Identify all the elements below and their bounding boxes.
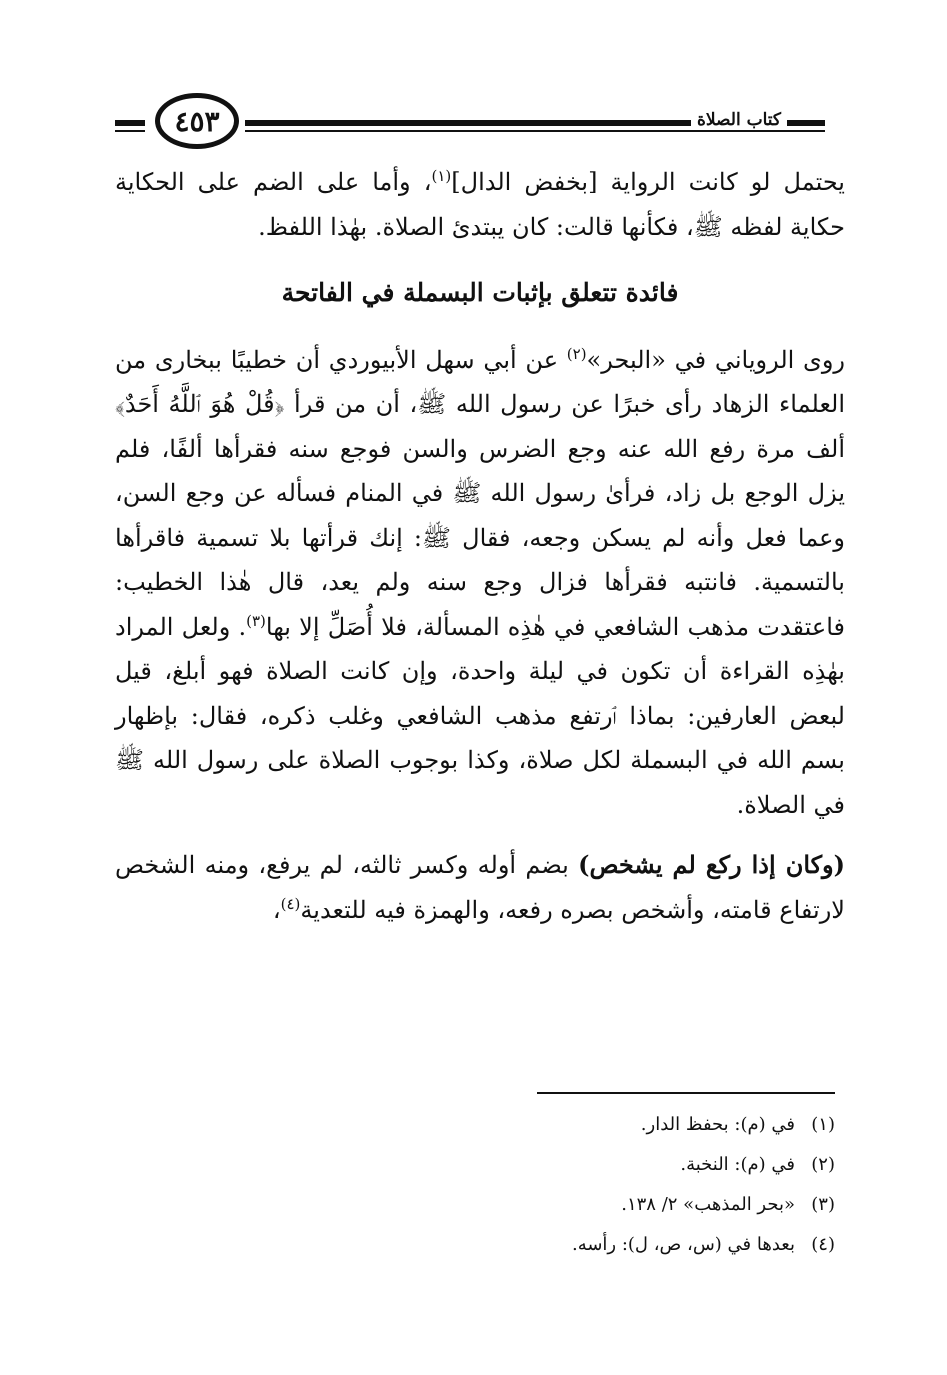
p1-text-a: روى الروياني في «البحر» xyxy=(586,345,846,374)
p1-text-c: . ولعل المراد بهٰذِه القراءة أن تكون في ليلة واحدة، وإن كانت الصلاة فهو أبلغ، قيل لبعض العارفين: بماذا ٱرتفع مذهب الشافعي وغلب ذكره، فقال: بإظهار بسم الله في البسملة لكل صلاة، وكذا بوجوب الصلاة على رسول الله ﷺ في الصلاة. xyxy=(115,612,845,819)
footnote-number: (٣) xyxy=(811,1194,835,1215)
p2-text-a: بضم أوله وكسر ثالثه، لم يرفع، ومنه الشخص لارتفاع قامته، وأشخص بصره رفعه، والهمزة فيه للتعدية xyxy=(115,851,845,924)
footnote-text: في (م): بحفظ الدار. xyxy=(640,1114,795,1135)
page-header xyxy=(115,90,825,160)
header-rule-left xyxy=(115,120,145,126)
footnote-number: (١) xyxy=(811,1114,835,1135)
header-rule-left-thin xyxy=(115,130,145,132)
footnote-text: «بحر المذهب» ٢/ ١٣٨. xyxy=(621,1194,795,1215)
page-number: ٤٥٣ xyxy=(155,93,239,149)
footnote-item xyxy=(135,1105,835,1145)
footnote-ref-4: (٤) xyxy=(280,894,301,913)
intro-text-a: يحتمل لو كانت الرواية [بخفض الدال] xyxy=(451,168,845,196)
header-rule-right-thin xyxy=(245,130,825,132)
p1-text-b: عن أبي سهل الأبيوردي أن خطيبًا ببخارى من العلماء الزهاد رأى خبرًا عن رسول الله ﷺ، أن من قرأ ﴿قُلْ هُوَ ٱللَّهُ أَحَدٌ﴾ ألف مرة رفع الله عنه وجع الضرس والسن فوجع سنه فقرأها ألفًا، فلم يزل الوجع بل زاد، فرأىٰ رسول الله ﷺ في المنام فسأله عن وجع السن، وعما فعل وأنه لم يسكن وجعه، فقال ﷺ: إنك قرأتها بلا تسمية فاقرأها بالتسمية. فانتبه فقرأها فزال وجع سنه ولم يعد، قال هٰذا الخطيب: فاعتقدت مذهب الشافعي في هٰذِه المسألة، فلا أُصَلِّ إلا بها xyxy=(115,345,846,641)
footnote-ref-2: (٢) xyxy=(566,344,587,363)
running-title: كتاب الصلاة xyxy=(691,110,787,130)
section-heading: فائدة تتعلق بإثبات البسملة في الفاتحة xyxy=(281,278,679,307)
footnotes xyxy=(135,1105,835,1265)
footnote-item xyxy=(135,1185,835,1225)
p2-text-b: ، xyxy=(272,895,281,924)
footnote-number: (٢) xyxy=(811,1154,835,1175)
footnote-text: في (م): النخبة. xyxy=(680,1154,795,1175)
intro-text-b: ، وأما على الضم على الحكاية حكاية لفظه ﷺ، فكأنها قالت: كان يبتدئ الصلاة. بهٰذا اللفظ. xyxy=(115,168,845,241)
footnote-ref-1: (١) xyxy=(431,167,452,185)
main-text xyxy=(115,160,845,932)
paragraph-1 xyxy=(115,338,845,828)
footnote-divider xyxy=(537,1092,835,1094)
footnote-ref-3: (٣) xyxy=(246,611,266,630)
p2-matn: (وكان إذا ركع لم يشخص) xyxy=(578,850,845,879)
footnote-item xyxy=(135,1145,835,1185)
footnote-text: بعدها في (س، ص، ل): رأسه. xyxy=(571,1234,795,1255)
intro-paragraph xyxy=(115,160,845,249)
footnote-number: (٤) xyxy=(811,1234,835,1255)
footnote-item xyxy=(135,1225,835,1265)
paragraph-2 xyxy=(115,843,845,932)
